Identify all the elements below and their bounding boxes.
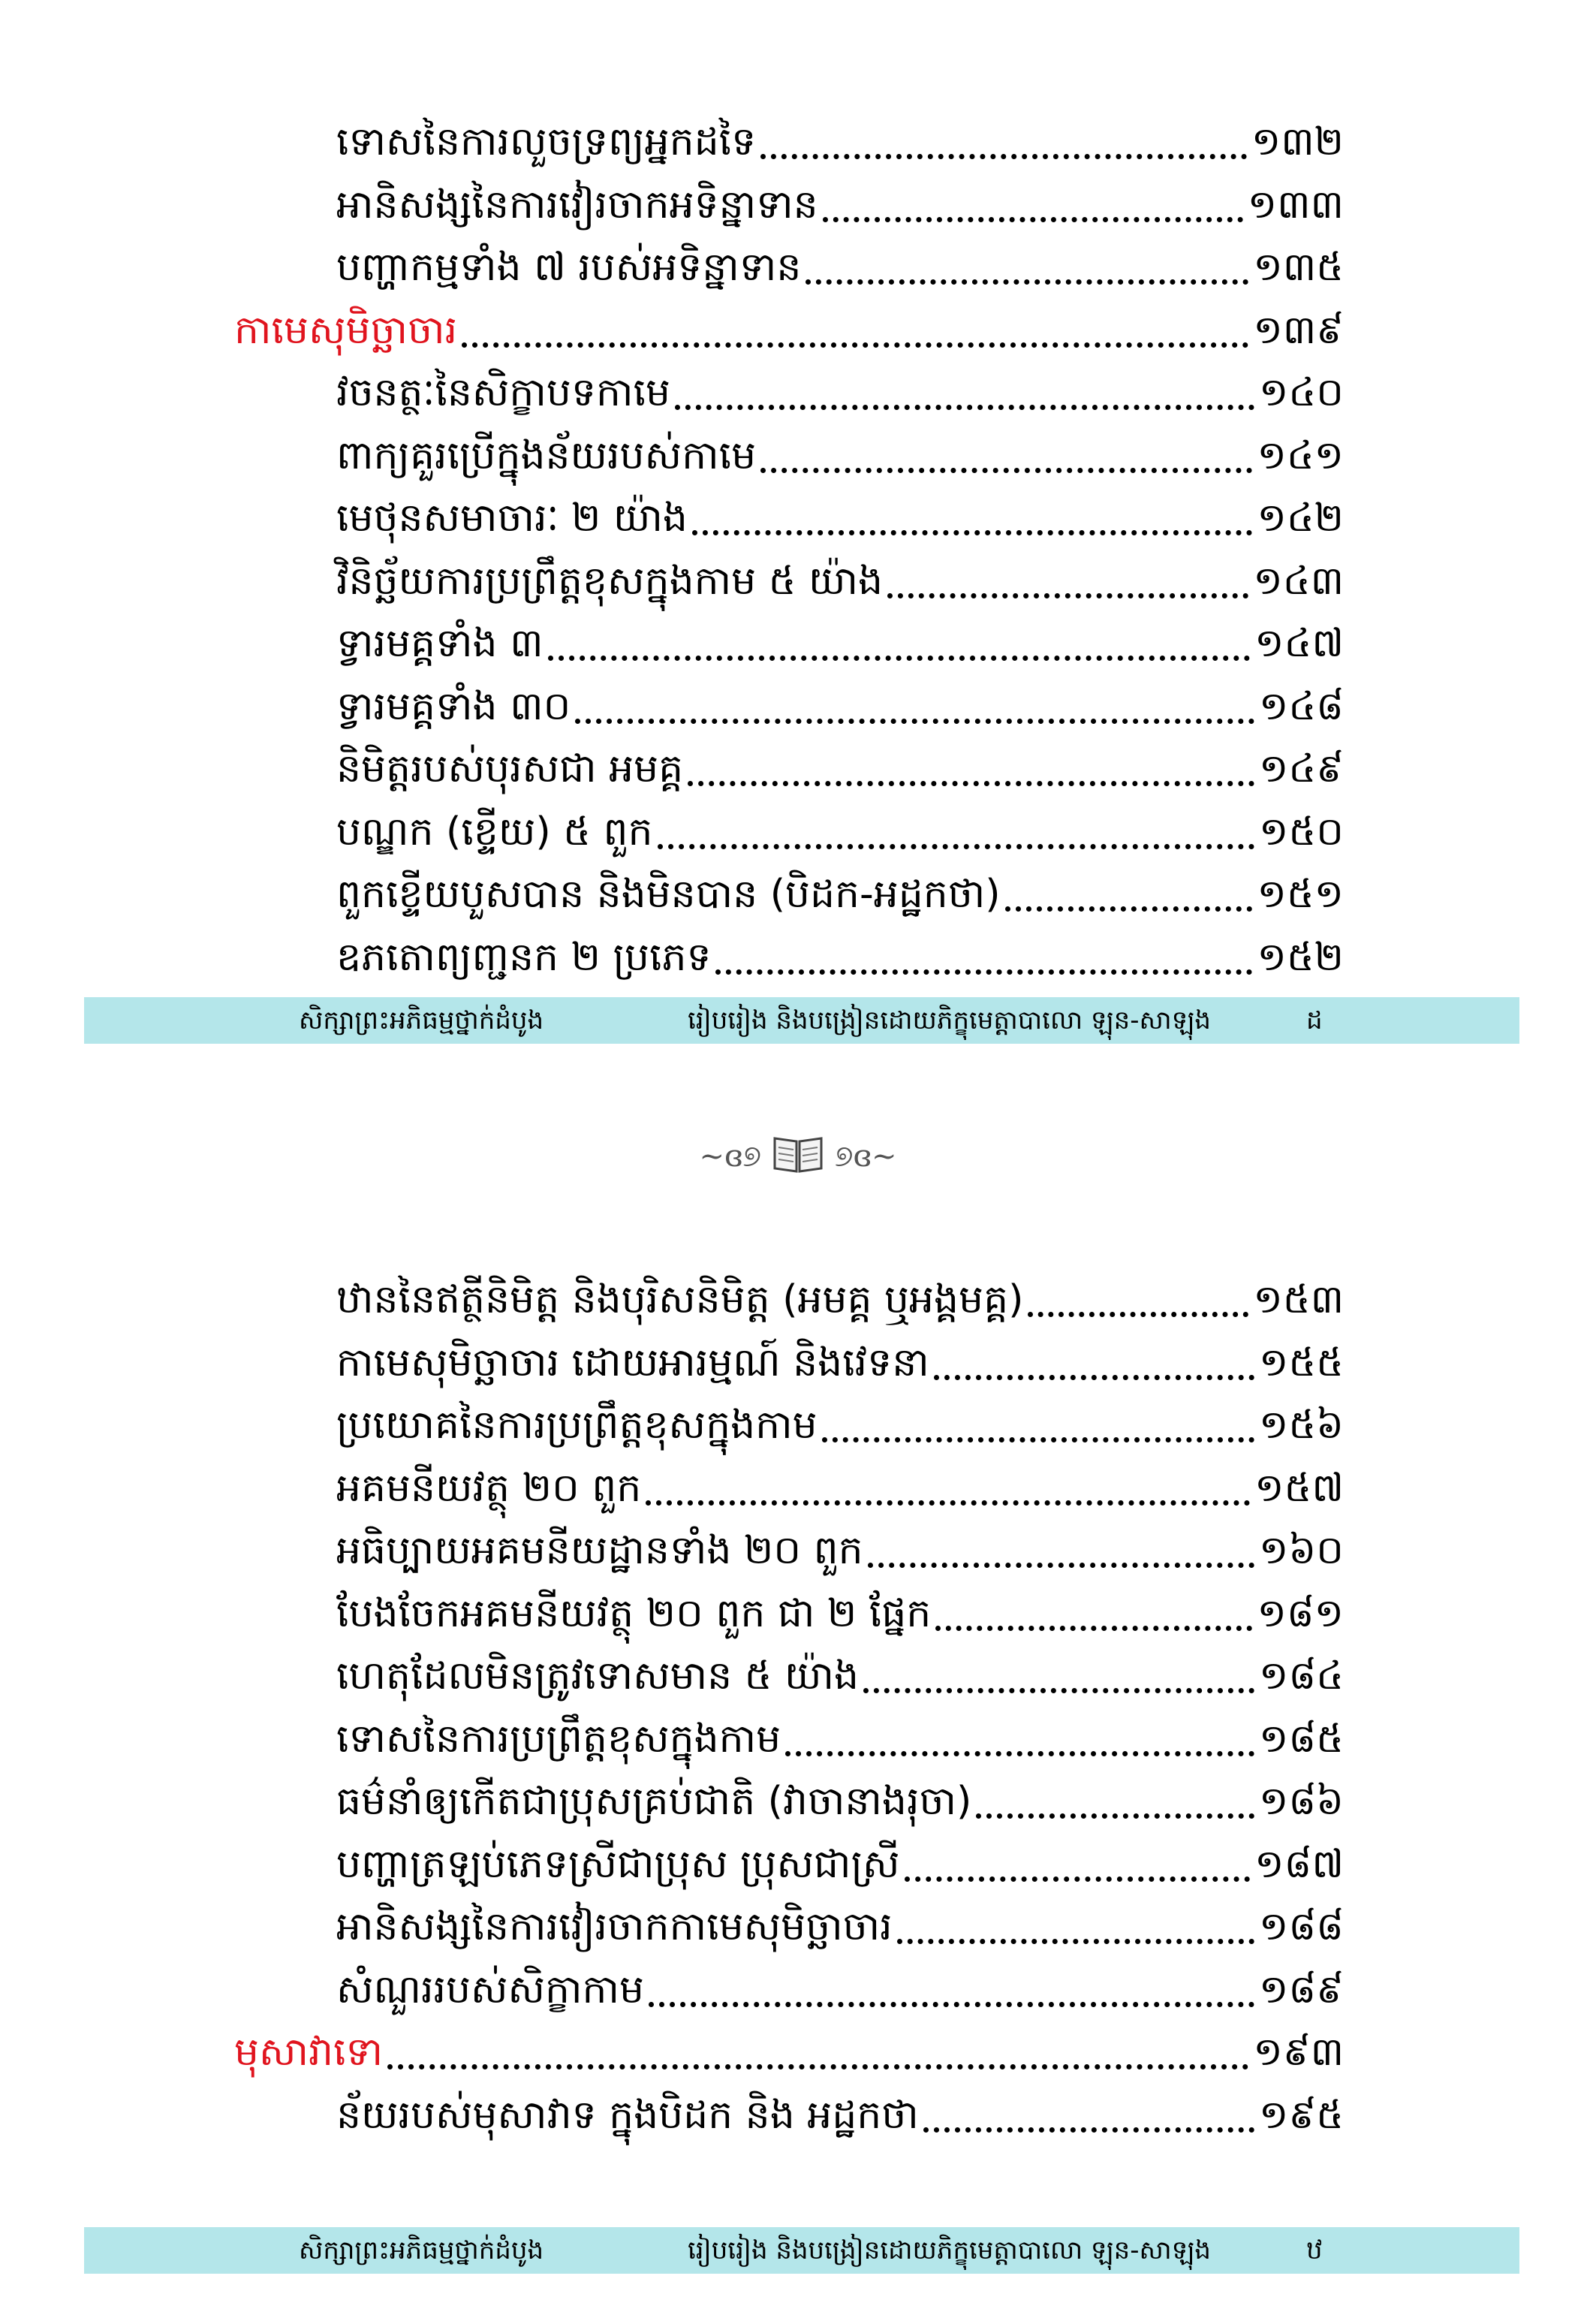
toc-entry-page: ១៤៣ [1253, 558, 1344, 604]
toc-entry-title: ពាក្យគួរប្រើក្នុងន័យរបស់កាមេ [336, 433, 757, 478]
toc-entry-page: ១៣៩ [1253, 307, 1344, 353]
toc-entry-page: ១៨៤ [1259, 1653, 1344, 1699]
toc-dot-leader [785, 1751, 1254, 1756]
toc-entry-page: ១៨៩ [1259, 1967, 1344, 2012]
toc-entry [336, 550, 1344, 612]
footer-page-number: ដ [1306, 1005, 1323, 1035]
toc-entry-page: ១៨៦ [1259, 1779, 1344, 1824]
ornament-left: ~ɞ୭ [699, 1139, 761, 1174]
toc-entry [336, 237, 1344, 298]
toc-entry-page: ១៣៣ [1247, 182, 1344, 228]
toc-entry [336, 1708, 1344, 1770]
toc-dot-leader [760, 154, 1247, 159]
toc-dot-leader [897, 1939, 1254, 1944]
toc-entry-title: កាមេសុមិច្ឆាចារ ដោយអារម្មណ៍ និងវេទនា [336, 1340, 929, 1385]
toc-entry-title: វចនត្ថៈនៃសិក្ខាបទកាមេ [336, 370, 670, 415]
toc-dot-leader [822, 1437, 1254, 1442]
toc-entry [336, 738, 1344, 800]
toc-entry [336, 1645, 1344, 1707]
toc-entry-page: ១៤៨ [1259, 683, 1344, 729]
toc-entry-title: ទោសនៃការលួចទ្រព្យអ្នកដទៃ [336, 119, 757, 164]
toc-entry-page: ១៣២ [1251, 119, 1344, 164]
toc-dot-leader [1005, 906, 1253, 912]
toc-dot-leader [905, 1876, 1251, 1882]
footer-page-number: ឋ [1306, 2235, 1323, 2265]
toc-entry-page: ១៥២ [1257, 934, 1344, 980]
toc-entry-title: បែងចែកអគមនីយវត្ថុ ២០ ពួក ជា ២ ផ្នែក [336, 1590, 932, 1636]
page-footer-top [84, 997, 1519, 1044]
footer-author: រៀបរៀង និងបង្រៀនដោយភិក្ខុមេត្តាបាលោ ឡុន-សាឡុង [688, 1005, 1211, 1035]
toc-entry-page: ១៥០ [1259, 809, 1344, 855]
toc-entry [336, 174, 1344, 236]
toc-entry-title: ប្រយោគនៃការប្រព្រឹត្តខុសក្នុងកាម [336, 1403, 818, 1448]
toc-entry-page: ១៩៣ [1253, 2030, 1344, 2075]
toc-dot-leader [462, 342, 1248, 348]
toc-entry-title: មុសាវាទោ [234, 2030, 384, 2075]
toc-entry-title: ពួកខ្ទើយបួសបាន និងមិនបាន (បិដក-អដ្ឋកថា) [336, 872, 1001, 917]
toc-entry [336, 1332, 1344, 1394]
open-book-icon [772, 1131, 824, 1182]
toc-entry [336, 613, 1344, 674]
toc-entry-title: បញ្ហាត្រឡប់ភេទស្រីជាប្រុស ប្រុសជាស្រី [336, 1841, 900, 1887]
toc-entry [336, 864, 1344, 925]
toc-entry-title: ទ្វារមគ្គទាំង ៣ [336, 621, 544, 666]
toc-dot-leader [646, 1500, 1250, 1506]
page-footer-bottom [84, 2227, 1519, 2274]
toc-dot-leader [887, 593, 1248, 598]
toc-dot-leader [760, 468, 1252, 473]
toc-entry-title: ហេតុដែលមិនត្រូវទោសមាន ៥ យ៉ាង [336, 1653, 860, 1699]
toc-entry-page: ១៨៧ [1254, 1841, 1344, 1887]
toc-dot-leader [387, 2064, 1248, 2069]
toc-dot-leader [649, 2002, 1254, 2007]
toc-entry-page: ១៤២ [1257, 496, 1344, 541]
toc-dot-leader [688, 781, 1254, 786]
toc-entry-title: វិនិច្ឆ័យការប្រព្រឹត្តខុសក្នុងកាម ៥ យ៉ាង [336, 558, 883, 604]
toc-dot-leader [934, 1375, 1254, 1380]
toc-entry [336, 2084, 1344, 2146]
toc-entry-page: ១៥១ [1257, 872, 1344, 917]
toc-dot-leader [658, 844, 1254, 849]
toc-dot-leader [823, 217, 1243, 222]
toc-entry-page: ១៤៧ [1254, 621, 1344, 666]
toc-entry [336, 1269, 1344, 1331]
ornament-right: ୭ɞ~ [835, 1139, 897, 1174]
toc-entry-title: អគមនីយវត្ថុ ២០ ពួក [336, 1465, 642, 1511]
toc-dot-leader [692, 530, 1253, 535]
toc-entry [336, 1583, 1344, 1644]
toc-entry [336, 111, 1344, 173]
toc-entry-page: ១៨៥ [1259, 1716, 1344, 1762]
toc-entry [336, 927, 1344, 988]
toc-entry-page: ១៨១ [1257, 1590, 1344, 1636]
toc-entry-page: ១៤៩ [1259, 746, 1344, 791]
toc-dot-leader [548, 656, 1251, 661]
toc-dot-leader [806, 279, 1248, 285]
section-ornament [0, 1126, 1596, 1186]
toc-entry-page: ១៥៥ [1259, 1340, 1344, 1385]
toc-entry-page: ១៤១ [1257, 433, 1344, 478]
toc-dot-leader [675, 405, 1254, 410]
footer-author: រៀបរៀង និងបង្រៀនដោយភិក្ខុមេត្តាបាលោ ឡុន-សាឡុង [688, 2235, 1211, 2265]
toc-entry-title: បញ្ហាកម្មទាំង ៧ របស់អទិន្នាទាន [336, 245, 802, 290]
toc-entry-title: ធម៌នាំឲ្យកើតជាប្រុសគ្រប់ជាតិ (វាចានាងរុចា) [336, 1779, 972, 1824]
toc-entry [336, 425, 1344, 487]
toc-entry-title: ឋាននៃឥត្ថីនិមិត្ត និងបុរិសនិមិត្ត (អមគ្គ ឬអង្គមគ្គ) [336, 1277, 1024, 1322]
toc-entry-page: ១៥៣ [1253, 1277, 1344, 1322]
toc-section-heading [234, 2021, 1344, 2083]
footer-book-title: សិក្សាព្រះអភិធម្មថ្នាក់ដំបូង [299, 1005, 544, 1035]
toc-entry-page: ១៦០ [1259, 1528, 1344, 1573]
toc-entry-title: បណ្ឌក (ខ្ទើយ) ៥ ពួក [336, 809, 653, 855]
toc-entry [336, 1457, 1344, 1519]
toc-dot-leader [976, 1813, 1254, 1819]
toc-dot-leader [715, 969, 1252, 975]
toc-entry [336, 362, 1344, 424]
toc-entry [336, 1896, 1344, 1958]
toc-entry-page: ១៥៧ [1254, 1465, 1344, 1511]
toc-entry-page: ១៨៨ [1259, 1904, 1344, 1949]
toc-dot-leader [863, 1688, 1254, 1693]
toc-entry-title: និមិត្តរបស់បុរសជា អមគ្គ [336, 746, 684, 791]
toc-entry-title: ឧភតោព្យញ្ជនក ២ ប្រភេទ [336, 934, 712, 980]
toc-entry-title: អធិប្បាយអគមនីយដ្ឋានទាំង ២០ ពួក [336, 1528, 863, 1573]
toc-entry [336, 1959, 1344, 2021]
toc-entry [336, 1394, 1344, 1456]
toc-entry [336, 676, 1344, 737]
toc-entry-page: ១៣៥ [1253, 245, 1344, 290]
toc-entry [336, 1771, 1344, 1832]
toc-entry-title: កាមេសុមិច្ឆាចារ [234, 307, 458, 353]
toc-entry [336, 1520, 1344, 1581]
toc-entry-title: ទោសនៃការប្រព្រឹត្តខុសក្នុងកាម [336, 1716, 781, 1762]
toc-entry-title: ទ្វារមគ្គទាំង ៣០ [336, 683, 571, 729]
toc-dot-leader [935, 1626, 1252, 1631]
toc-entry-page: ១៩៥ [1259, 2092, 1344, 2138]
toc-entry [336, 1834, 1344, 1895]
toc-entry [336, 487, 1344, 549]
toc-entry [336, 801, 1344, 863]
toc-entry-title: មេថុនសមាចារៈ ២ យ៉ាង [336, 496, 688, 541]
toc-entry-title: អានិសង្សនៃការវៀរចាកអទិន្នាទាន [336, 182, 818, 228]
toc-entry-title: អានិសង្សនៃការវៀរចាកកាមេសុមិច្ឆាចារ [336, 1904, 893, 1949]
toc-entry-title: សំណួររបស់សិក្ខាកាម [336, 1967, 645, 2012]
toc-entry-page: ១៤០ [1259, 370, 1344, 415]
toc-entry-title: ន័យរបស់មុសាវាទ ក្នុងបិដក និង អដ្ឋកថា [336, 2092, 919, 2138]
toc-section-heading [234, 300, 1344, 361]
footer-book-title: សិក្សាព្រះអភិធម្មថ្នាក់ដំបូង [299, 2235, 544, 2265]
toc-dot-leader [575, 719, 1254, 724]
toc-dot-leader [868, 1563, 1254, 1568]
toc-dot-leader [923, 2127, 1254, 2133]
toc-entry-page: ១៥៦ [1259, 1403, 1344, 1448]
toc-dot-leader [1028, 1312, 1248, 1317]
